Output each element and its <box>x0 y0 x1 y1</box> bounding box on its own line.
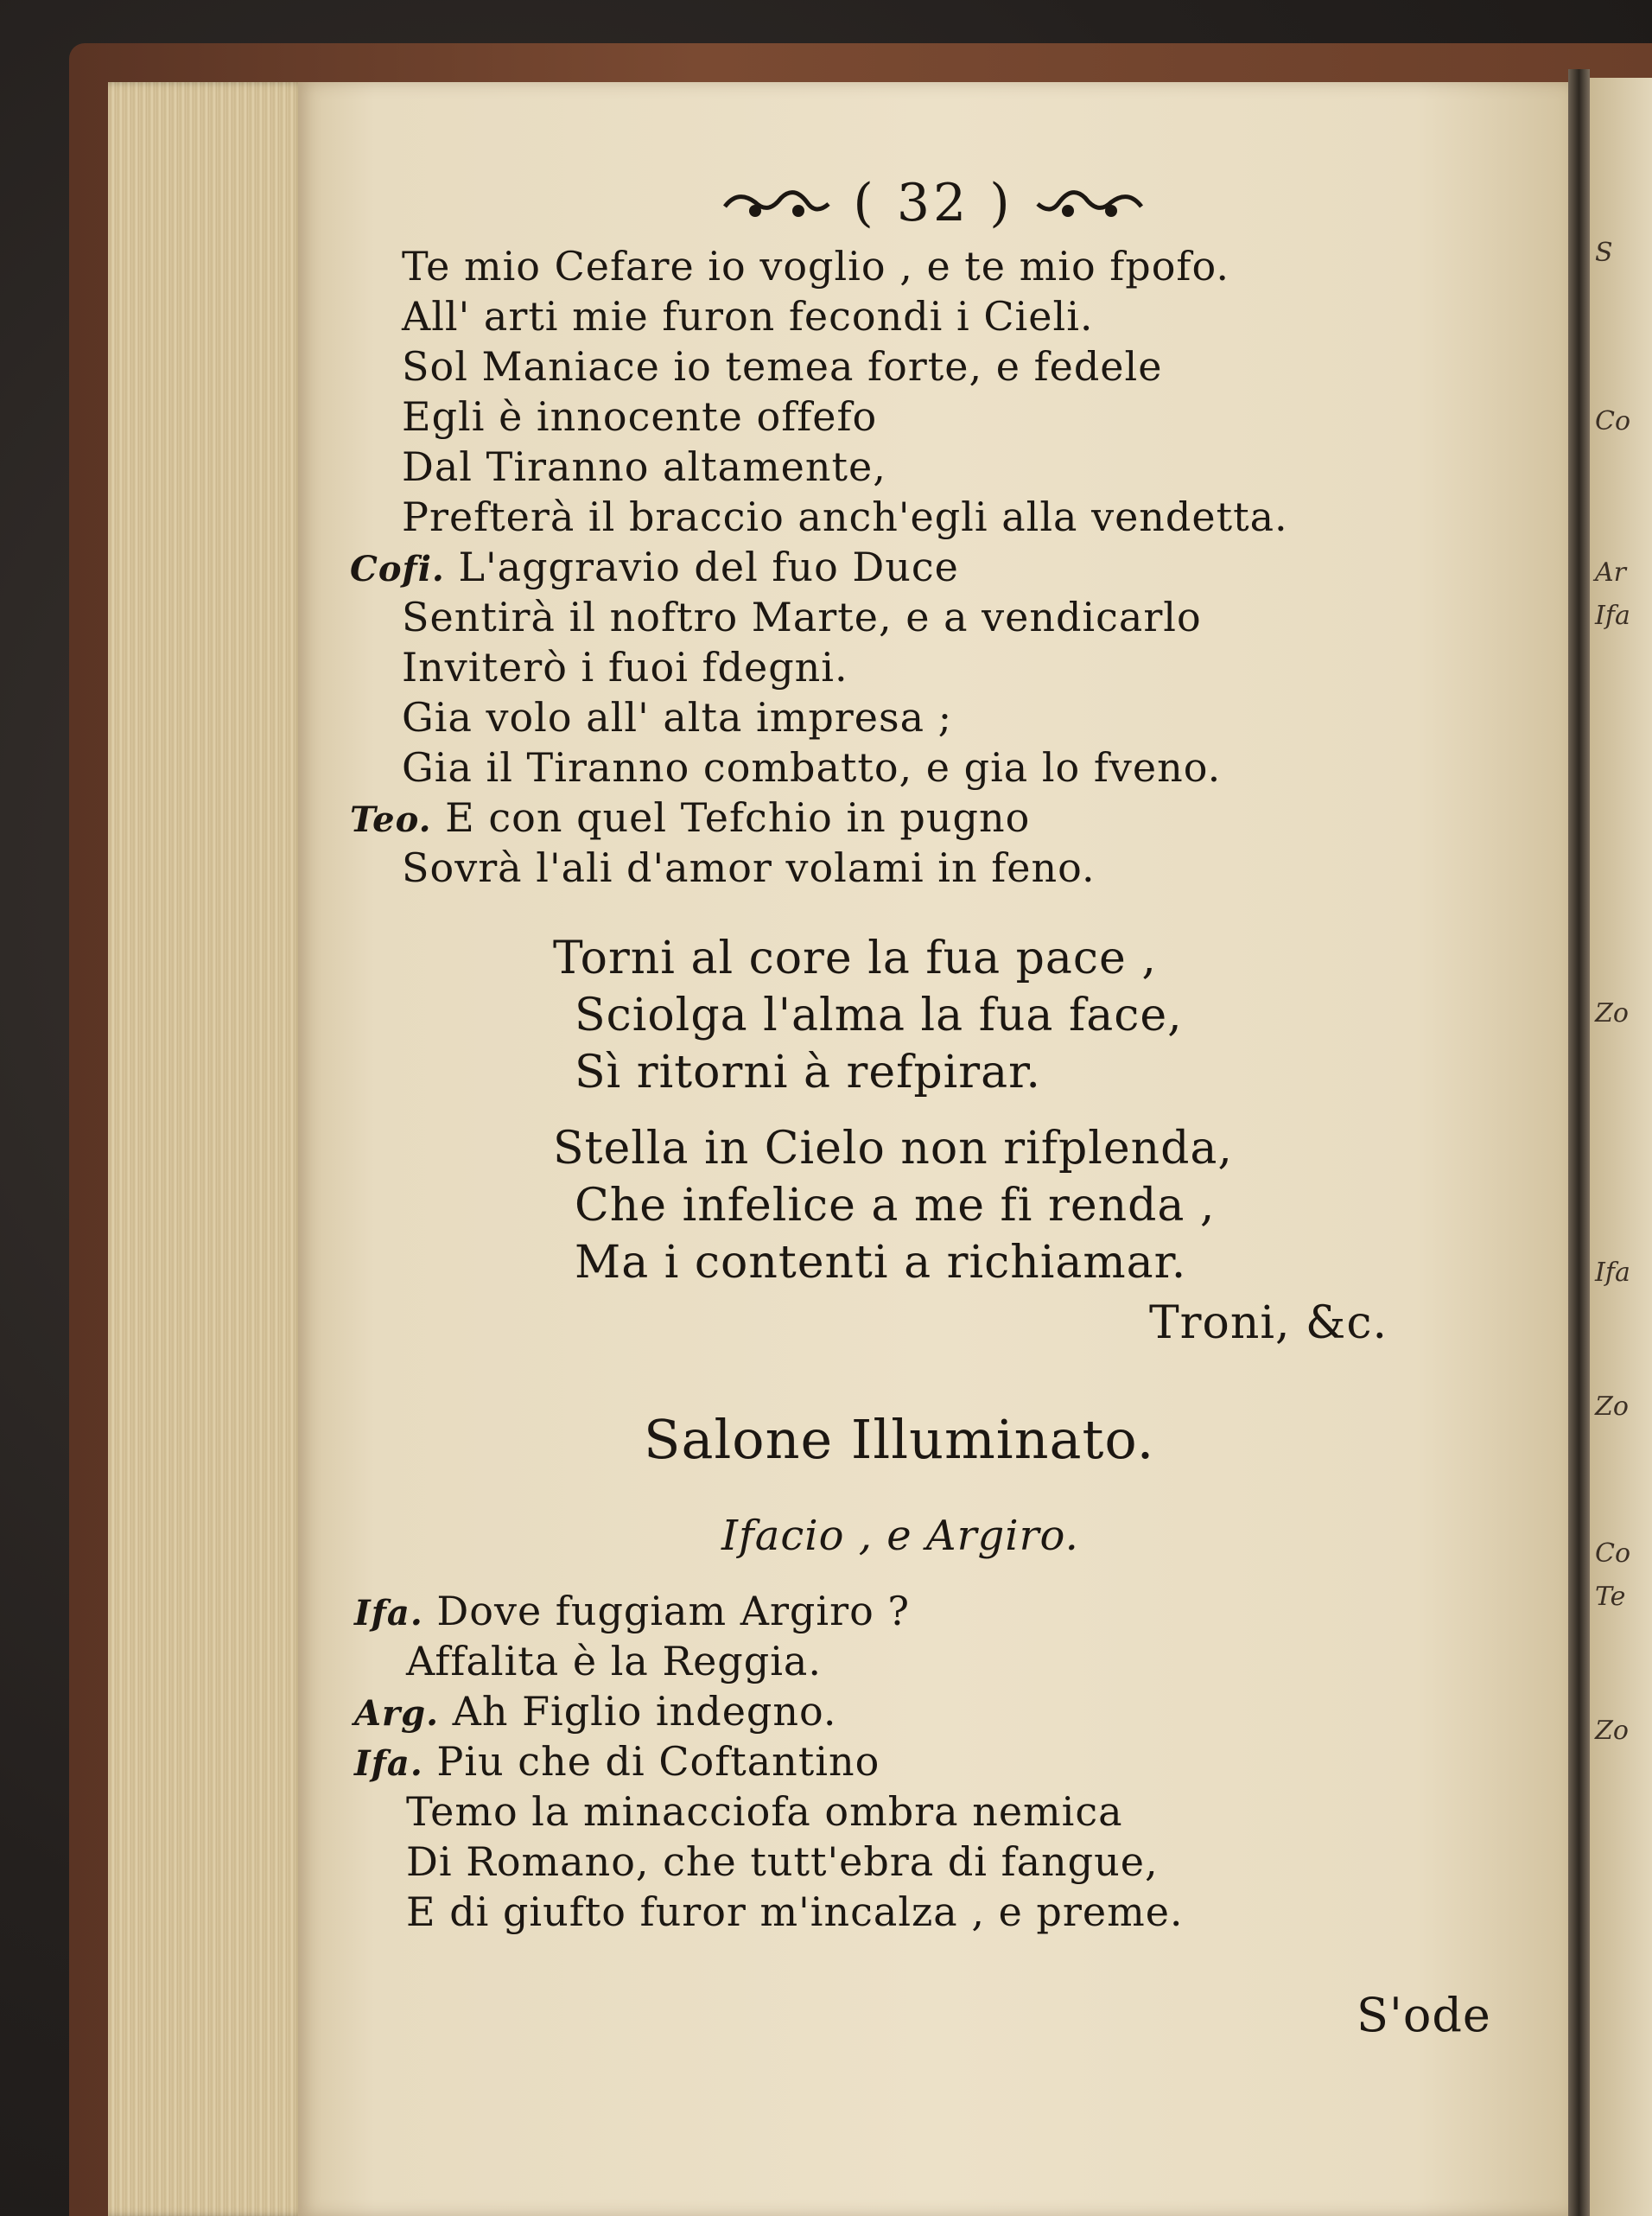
verse-line: Cofi. L'aggravio del fuo Duce <box>350 544 959 590</box>
verse-line: Te mio Cefare io voglio , e te mio fpofo. <box>402 243 1229 290</box>
right-ornament-icon <box>1033 185 1146 228</box>
verse-line: Prefterà il braccio anch'egli alla vendetta. <box>402 494 1288 540</box>
verse-line: Sovrà l'ali d'amor volami in feno. <box>402 844 1096 891</box>
speaker-label: Cofi. <box>350 549 445 589</box>
verse-line: Inviterò i fuoi fdegni. <box>402 644 848 691</box>
verse-line: Di Romano, che tutt'ebra di fangue, <box>406 1838 1159 1885</box>
verse-line: Dal Tiranno altamente, <box>402 443 886 490</box>
aria-da-capo: Troni, &c. <box>1149 1297 1388 1349</box>
aria-line: Sciolga l'alma la fua face, <box>575 990 1183 1041</box>
scene-characters: Ifacio , e Argiro. <box>721 1512 1079 1560</box>
aria-line: Stella in Cielo non rifplenda, <box>553 1123 1233 1175</box>
aria-line: Sì ritorni à refpirar. <box>575 1047 1041 1098</box>
aria-line: Che infelice a me fi renda , <box>575 1180 1216 1232</box>
verse-line: Sol Maniace io temea forte, e fedele <box>402 343 1163 390</box>
verse-line: E di giufto furor m'incalza , e preme. <box>406 1888 1184 1935</box>
speaker-label: Ifa. <box>354 1593 423 1633</box>
catchword: S'ode <box>1357 1988 1491 2042</box>
verse-line: Teo. E con quel Tefchio in pugno <box>350 794 1031 841</box>
verse-line: All' arti mie furon fecondi i Cieli. <box>402 293 1094 340</box>
book-gutter <box>1568 69 1590 2216</box>
page-number: ( 32 ) <box>853 173 1013 233</box>
speaker-label: Arg. <box>354 1693 440 1734</box>
left-ornament-icon <box>721 185 833 228</box>
page-header <box>298 173 1568 233</box>
speaker-label: Teo. <box>350 799 432 840</box>
verse-line: Sentirà il noftro Marte, e a vendicarlo <box>402 594 1202 640</box>
scene-title: Salone Illuminato. <box>644 1408 1155 1471</box>
book-page <box>298 82 1568 2216</box>
verse-line: Egli è innocente offefo <box>402 393 878 440</box>
verse-line: Affalita è la Reggia. <box>406 1638 822 1684</box>
verse-line: Gia volo all' alta impresa ; <box>402 694 953 741</box>
facing-page-edge: S Co Ar Ifa Zo Ifa Zo Co Te Zo <box>1590 78 1652 2216</box>
verse-line: Ifa. Dove fuggiam Argiro ? <box>354 1588 911 1634</box>
aria-line: Ma i contenti a richiamar. <box>575 1237 1187 1289</box>
verse-line: Temo la minacciofa ombra nemica <box>406 1788 1123 1835</box>
aria-line: Torni al core la fua pace , <box>553 933 1157 984</box>
speaker-label: Ifa. <box>354 1743 423 1784</box>
page-block-edge <box>108 82 307 2216</box>
verse-line: Gia il Tiranno combatto, e gia lo fveno. <box>402 744 1222 791</box>
verse-line: Ifa. Piu che di Coftantino <box>354 1738 880 1785</box>
verse-line: Arg. Ah Figlio indegno. <box>354 1688 837 1735</box>
